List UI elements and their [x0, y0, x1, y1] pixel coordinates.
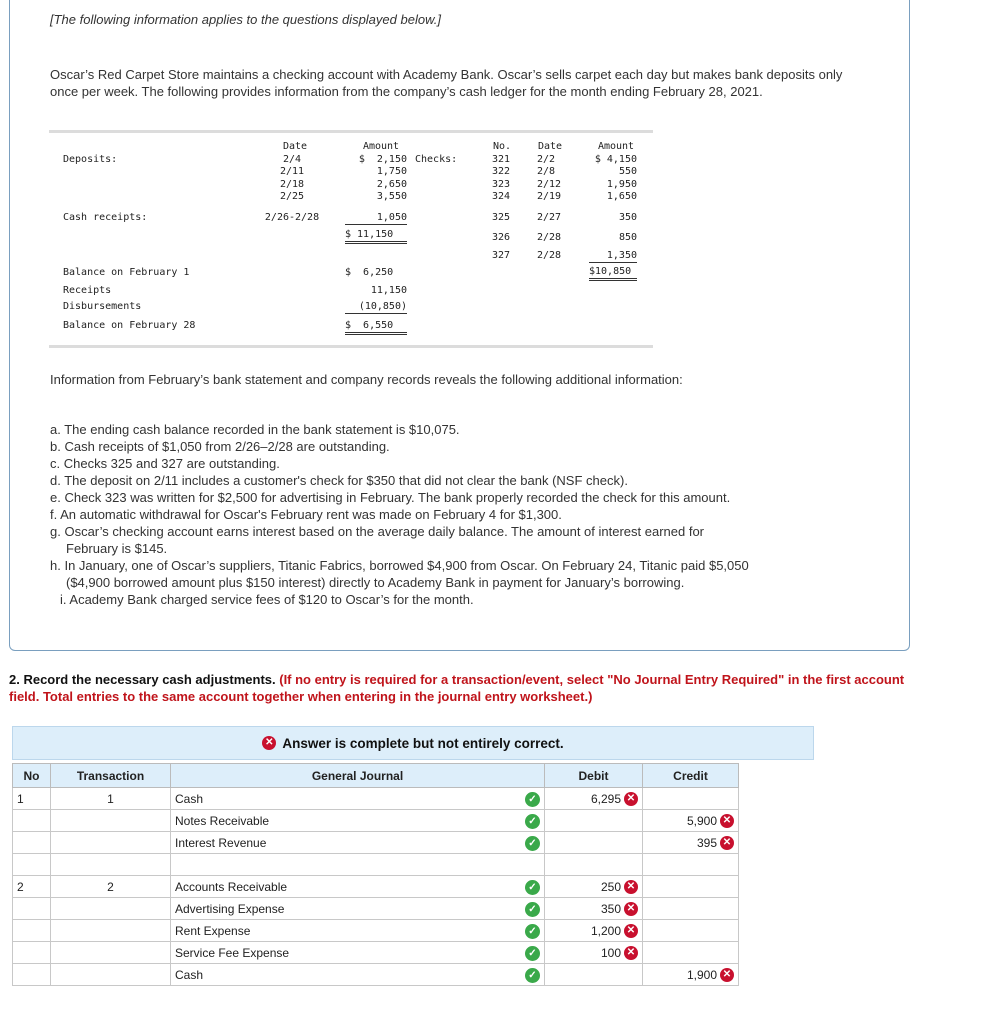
cash-ledger — [49, 130, 653, 348]
deposit-date: 2/11 — [279, 166, 305, 177]
check-amount: 550 — [618, 166, 637, 177]
journal-header-row — [13, 764, 739, 788]
header-no: No — [13, 764, 51, 788]
account-field[interactable]: Cash — [171, 964, 522, 986]
check-date: 2/8 — [537, 166, 556, 177]
debit-field[interactable] — [545, 788, 643, 810]
check-date: 2/27 — [537, 212, 562, 223]
banner-text: Answer is complete but not entirely correct. — [282, 735, 564, 751]
credit-value: 395 — [696, 835, 717, 850]
credit-value: 5,900 — [686, 813, 717, 828]
info-intro: Information from February’s bank statement and company records reveals the following additional information: — [50, 372, 683, 387]
debit-value: 250 — [600, 879, 621, 894]
info-item: a. The ending cash balance recorded in the bank statement is $10,075. — [50, 422, 460, 437]
credit-field[interactable] — [643, 832, 739, 854]
credit-value: 1,900 — [686, 967, 717, 982]
debit-field[interactable] — [545, 876, 643, 898]
deposit-date: 2/18 — [279, 179, 305, 190]
check-circle-icon: ✓ — [525, 880, 540, 895]
row-no: 1 — [13, 788, 51, 810]
x-circle-icon: ✕ — [720, 814, 734, 828]
check-date: 2/19 — [537, 191, 562, 202]
credit-field[interactable] — [643, 876, 739, 898]
account-field[interactable] — [171, 854, 522, 876]
deposits-label: Deposits: — [63, 154, 118, 165]
x-circle-icon: ✕ — [624, 946, 638, 960]
x-circle-icon: ✕ — [624, 880, 638, 894]
info-item: d. The deposit on 2/11 includes a customer's check for $350 that did not clear the bank (NSF check). — [50, 473, 628, 488]
table-row — [13, 832, 739, 854]
check-circle-icon: ✓ — [525, 902, 540, 917]
info-item: h. In January, one of Oscar’s suppliers, Titanic Fabrics, borrowed $4,900 from Oscar. On February 24, Titanic paid $5,050 — [50, 558, 749, 573]
cash-receipts-label: Cash receipts: — [63, 212, 148, 223]
row-transaction: 1 — [51, 788, 171, 810]
deposit-total: $ 11,150 — [345, 229, 407, 244]
credit-field[interactable] — [643, 920, 739, 942]
check-circle-icon: ✓ — [525, 946, 540, 961]
summary-value: $ 6,250 — [345, 267, 394, 278]
credit-field[interactable] — [643, 810, 739, 832]
debit-field[interactable] — [545, 832, 643, 854]
check-amount: 1,950 — [606, 179, 637, 190]
check-no: 323 — [492, 179, 511, 190]
deposit-amount: 1,050 — [345, 212, 407, 225]
question-prefix: 2. Record the necessary cash adjustments. — [9, 672, 280, 687]
account-field[interactable]: Notes Receivable — [171, 810, 522, 832]
credit-field[interactable] — [643, 964, 739, 986]
credit-field[interactable] — [643, 854, 739, 876]
debit-value: 6,295 — [590, 791, 621, 806]
header-transaction: Transaction — [51, 764, 171, 788]
debit-field[interactable] — [545, 898, 643, 920]
debit-field[interactable] — [545, 920, 643, 942]
ledger-header-date: Date — [282, 141, 308, 152]
account-field[interactable]: Accounts Receivable — [171, 876, 522, 898]
debit-field[interactable] — [545, 854, 643, 876]
check-date: 2/12 — [537, 179, 562, 190]
debit-field[interactable] — [545, 964, 643, 986]
table-row — [13, 788, 739, 810]
info-item: f. An automatic withdrawal for Oscar's February rent was made on February 4 for $1,300. — [50, 507, 562, 522]
check-no: 327 — [492, 250, 511, 261]
check-no: 324 — [492, 191, 511, 202]
check-no: 322 — [492, 166, 511, 177]
credit-field[interactable] — [643, 942, 739, 964]
debit-value: 1,200 — [590, 923, 621, 938]
summary-value: $ 6,550 — [345, 320, 407, 335]
table-row — [13, 964, 739, 986]
summary-value: 11,150 — [370, 285, 407, 296]
table-row — [13, 898, 739, 920]
check-circle-icon: ✓ — [525, 814, 540, 829]
account-field[interactable]: Rent Expense — [171, 920, 522, 942]
deposit-date: 2/4 — [282, 154, 302, 165]
account-field[interactable]: Cash — [171, 788, 522, 810]
check-circle-icon: ✓ — [525, 836, 540, 851]
checks-label: Checks: — [415, 154, 458, 165]
table-row — [13, 876, 739, 898]
deposit-date: 2/25 — [279, 191, 305, 202]
deposit-amount: $ 2,150 — [358, 154, 407, 165]
question-instructions — [9, 671, 914, 705]
check-no: 326 — [492, 232, 511, 243]
question-red-note: (If no entry is required for a transaction/event, select "No Journal Entry Required" in the first account field. Total entries to the same account together when entering in the journal entry worksheet.) — [9, 672, 905, 704]
x-circle-icon: ✕ — [624, 902, 638, 916]
ledger-header-date2: Date — [537, 141, 563, 152]
debit-field[interactable] — [545, 942, 643, 964]
check-amount: $ 4,150 — [594, 154, 637, 165]
check-amount: 1,650 — [606, 191, 637, 202]
table-row-blank — [13, 854, 739, 876]
account-field[interactable]: Advertising Expense — [171, 898, 522, 920]
summary-value: (10,850) — [345, 301, 407, 314]
ledger-header-amount2: Amount — [597, 141, 635, 152]
debit-value: 350 — [600, 901, 621, 916]
deposit-amount: 1,750 — [376, 166, 407, 177]
check-date: 2/28 — [537, 232, 562, 243]
check-amount: 1,350 — [589, 250, 637, 263]
header-debit: Debit — [545, 764, 643, 788]
x-circle-icon: ✕ — [720, 836, 734, 850]
credit-field[interactable] — [643, 788, 739, 810]
row-transaction: 2 — [51, 876, 171, 898]
check-circle-icon: ✓ — [525, 968, 540, 983]
x-circle-icon: ✕ — [624, 792, 638, 806]
debit-field[interactable] — [545, 810, 643, 832]
table-row — [13, 810, 739, 832]
info-item: c. Checks 325 and 327 are outstanding. — [50, 456, 280, 471]
info-item: e. Check 323 was written for $2,500 for advertising in February. The bank properly recorded the check for this amount. — [50, 490, 731, 505]
check-no: 321 — [492, 154, 511, 165]
header-general-journal: General Journal — [171, 764, 545, 788]
check-total: $10,850 — [589, 266, 637, 281]
info-item: February is $145. — [66, 541, 168, 556]
deposit-amount: 2,650 — [376, 179, 407, 190]
deposit-amount: 3,550 — [376, 191, 407, 202]
check-date: 2/2 — [537, 154, 556, 165]
account-field[interactable]: Interest Revenue — [171, 832, 522, 854]
check-amount: 850 — [618, 232, 637, 243]
info-item: ($4,900 borrowed amount plus $150 interest) directly to Academy Bank in payment for January’s borrowing. — [66, 575, 685, 590]
check-date: 2/28 — [537, 250, 562, 261]
info-item: b. Cash receipts of $1,050 from 2/26–2/28 are outstanding. — [50, 439, 390, 454]
table-row — [13, 942, 739, 964]
table-row — [13, 920, 739, 942]
row-no: 2 — [13, 876, 51, 898]
x-circle-icon: ✕ — [720, 968, 734, 982]
credit-field[interactable] — [643, 898, 739, 920]
check-no: 325 — [492, 212, 511, 223]
debit-value: 100 — [600, 945, 621, 960]
check-amount: 350 — [618, 212, 637, 223]
answer-status-banner — [12, 726, 814, 760]
additional-info-list — [50, 421, 890, 608]
check-circle-icon: ✓ — [525, 792, 540, 807]
journal-table — [12, 763, 739, 986]
check-circle-icon: ✓ — [525, 924, 540, 939]
x-circle-icon: ✕ — [624, 924, 638, 938]
scenario-text: Oscar’s Red Carpet Store maintains a checking account with Academy Bank. Oscar’s sells carpet each day but makes bank deposits only once per week. The following provides information from the company’s cash ledger for the month ending February 28, 2021. — [50, 67, 843, 99]
header-credit: Credit — [643, 764, 739, 788]
summary-label: Balance on February 28 — [63, 320, 196, 331]
summary-label: Receipts — [63, 285, 112, 296]
deposit-date: 2/26-2/28 — [264, 212, 320, 223]
ledger-header-amount: Amount — [362, 141, 400, 152]
info-item: i. Academy Bank charged service fees of $120 to Oscar’s for the month. — [60, 592, 474, 607]
intro-note: [The following information applies to the questions displayed below.] — [50, 12, 441, 27]
account-field[interactable]: Service Fee Expense — [171, 942, 522, 964]
summary-label: Balance on February 1 — [63, 267, 190, 278]
summary-label: Disbursements — [63, 301, 142, 312]
ledger-header-no: No. — [492, 141, 512, 152]
x-circle-icon: ✕ — [262, 736, 276, 750]
info-item: g. Oscar’s checking account earns interest based on the average daily balance. The amount of interest earned for — [50, 524, 705, 539]
